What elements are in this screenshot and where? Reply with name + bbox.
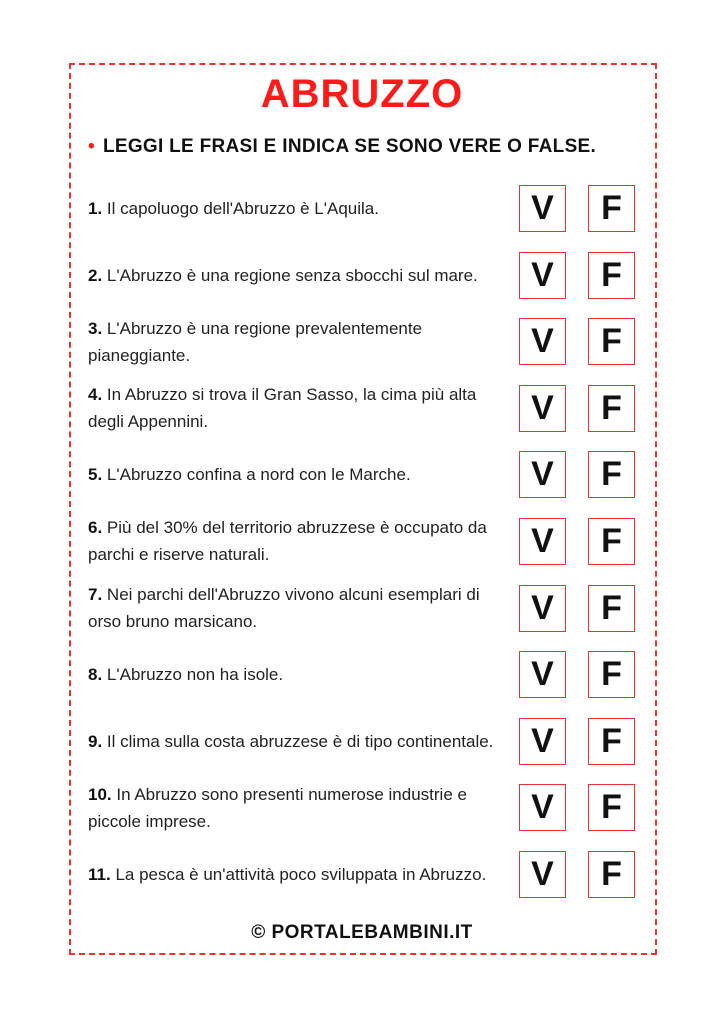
question-statement: La pesca è un'attività poco sviluppata in Abruzzo. — [115, 864, 487, 884]
question-number: 4. — [88, 385, 103, 405]
question-statement: L'Abruzzo è una regione prevalentemente pianeggiante. — [88, 318, 423, 365]
question-statement: In Abruzzo sono presenti numerose industrie e piccole imprese. — [88, 784, 467, 831]
footer-credit: © PORTALEBAMBINI.IT — [251, 922, 473, 943]
question-statement: Il clima sulla costa abruzzese è di tipo continentale. — [106, 731, 494, 751]
true-box[interactable]: V — [519, 252, 566, 299]
true-box[interactable]: V — [519, 585, 566, 632]
question-row — [88, 451, 638, 518]
true-box[interactable]: V — [519, 385, 566, 432]
question-text — [88, 585, 498, 632]
false-box[interactable]: F — [588, 651, 635, 698]
bullet-icon: • — [88, 136, 95, 157]
true-box[interactable]: V — [519, 518, 566, 565]
question-row — [88, 718, 638, 785]
question-row — [88, 784, 638, 851]
question-text — [88, 385, 498, 432]
question-number: 2. — [88, 265, 103, 285]
false-box[interactable]: F — [588, 718, 635, 765]
question-number: 5. — [88, 465, 103, 485]
question-statement: L'Abruzzo è una regione senza sbocchi sul mare. — [106, 265, 478, 285]
question-number: 10. — [88, 784, 112, 804]
false-box[interactable]: F — [588, 252, 635, 299]
question-number: 3. — [88, 318, 103, 338]
question-text — [88, 718, 498, 765]
true-box[interactable]: V — [519, 651, 566, 698]
question-row — [88, 252, 638, 319]
question-text — [88, 784, 498, 831]
question-statement: In Abruzzo si trova il Gran Sasso, la cima più alta degli Appennini. — [88, 385, 477, 432]
false-box[interactable]: F — [588, 585, 635, 632]
question-row — [88, 318, 638, 385]
false-box[interactable]: F — [588, 851, 635, 898]
question-statement: Il capoluogo dell'Abruzzo è L'Aquila. — [106, 199, 379, 218]
instruction — [88, 136, 596, 158]
page-title: ABRUZZO — [260, 72, 464, 116]
question-text — [88, 318, 498, 365]
question-number: 8. — [88, 665, 103, 685]
question-row — [88, 851, 638, 918]
true-box[interactable]: V — [519, 451, 566, 498]
true-box[interactable]: V — [519, 851, 566, 898]
false-box[interactable]: F — [588, 784, 635, 831]
question-text — [88, 651, 498, 698]
question-row — [88, 185, 638, 252]
question-statement: Nei parchi dell'Abruzzo vivono alcuni esemplari di orso bruno marsicano. — [88, 585, 480, 632]
question-row — [88, 385, 638, 452]
instruction-text: LEGGI LE FRASI E INDICA SE SONO VERE O FALSE. — [102, 136, 597, 157]
question-number: 7. — [88, 585, 103, 605]
question-row — [88, 518, 638, 585]
false-box[interactable]: F — [588, 318, 635, 365]
question-text — [88, 518, 498, 565]
question-list — [88, 185, 638, 918]
question-number: 9. — [88, 731, 103, 751]
question-row — [88, 585, 638, 652]
true-box[interactable]: V — [519, 318, 566, 365]
false-box[interactable]: F — [588, 518, 635, 565]
question-statement: L'Abruzzo confina a nord con le Marche. — [106, 465, 411, 485]
question-number: 1. — [88, 199, 103, 218]
question-row — [88, 651, 638, 718]
true-box[interactable]: V — [519, 784, 566, 831]
question-text — [88, 851, 498, 898]
false-box[interactable]: F — [588, 385, 635, 432]
question-statement: Più del 30% del territorio abruzzese è occupato da parchi e riserve naturali. — [88, 518, 487, 565]
question-number: 6. — [88, 518, 103, 538]
question-text — [88, 451, 498, 498]
question-text — [88, 185, 498, 232]
false-box[interactable]: F — [588, 451, 635, 498]
question-statement: L'Abruzzo non ha isole. — [106, 665, 284, 685]
false-box[interactable]: F — [588, 185, 635, 232]
true-box[interactable]: V — [519, 718, 566, 765]
question-number: 11. — [88, 864, 111, 884]
question-text — [88, 252, 498, 299]
true-box[interactable]: V — [519, 185, 566, 232]
